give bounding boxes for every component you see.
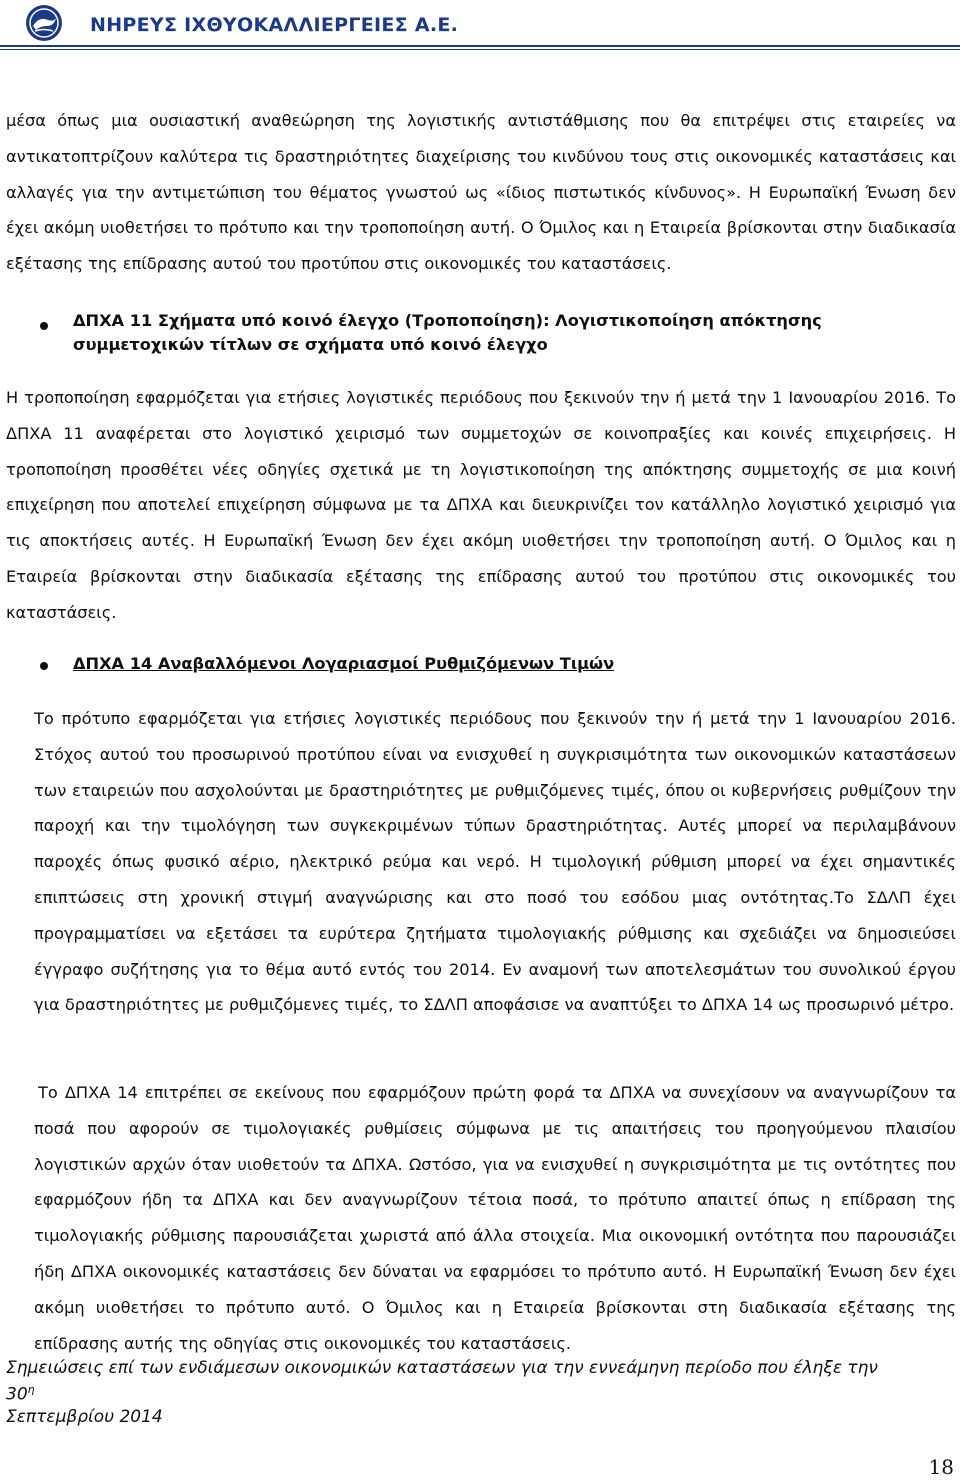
paragraph-ifrs14-details-text: Το ΔΠΧΑ 14 επιτρέπει σε εκείνους που εφαρμόζουν πρώτη φορά τα ΔΠΧΑ να συνεχίσουν να αναγνωρίζουν τα ποσά που αφορούν σε τιμολογιακές ρυθμίσεις σύμφωνα με τις απαιτήσεις του προηγούμενου πλαισίου λογιστικών αρχών όταν υιοθετούν τα ΔΠΧΑ. Ωστόσο, για να ενισχυθεί η συγκρισιμότητα με τις οντότητες που εφαρμόζουν ήδη τα ΔΠΧΑ και δεν αναγνωρίζουν τέτοια ποσά, το πρότυπο απαιτεί όπως η επίδραση της τιμολογιακής ρύθμισης παρουσιάζεται χωριστά από άλλα στοιχεία. Μια οικονομική οντότητα που παρουσιάζει ήδη ΔΠΧΑ οικονομικές καταστάσεις δεν δύναται να εφαρμόσει το πρότυπο αυτό. Η Ευρωπαϊκή Ένωση δεν έχει ακόμη υιοθετήσει το πρότυπο αυτό. Ο Όμιλος και η Εταιρεία βρίσκονται στη διαδικασία εξέτασης της επίδρασης αυτής της οδηγίας στις οικονομικές του καταστάσεις. [34, 1083, 956, 1353]
bullet-icon [40, 662, 48, 670]
page-footer-note [6, 1357, 906, 1428]
footer-note-date: Σεπτεμβρίου 2014 [6, 1406, 163, 1427]
header-divider [0, 45, 960, 47]
paragraph-ifrs14-details [34, 1075, 956, 1361]
section-heading-ifrs11: ΔΠΧΑ 11 Σχήματα υπό κοινό έλεγχο (Τροποποίηση): Λογιστικοποίηση απόκτησης συμμετοχικών τίτλων σε σχήματα υπό κοινό έλεγχο [73, 311, 822, 354]
paragraph-ifrs14-scope: Το πρότυπο εφαρμόζεται για ετήσιες λογιστικές περιόδους που ξεκινούν την ή μετά την 1 Ιανουαρίου 2016. Στόχος αυτού του προσωρινού προτύπου είναι να ενισχυθεί η συγκρισιμότητα των οικονομικών καταστάσεων των εταιρειών που ασχολούνται με δραστηριότητες με ρυθμιζόμενες τιμές, όπου οι κυβερνήσεις ρυθμίζουν την παροχή και την τιμολόγηση των συγκεκριμένων τύπων δραστηριότητας. Αυτές μπορεί να περιλαμβάνουν παροχές όπως φυσικό αέριο, ηλεκτρικό ρεύμα και νερό. Η τιμολογική ρύθμιση μπορεί να έχει σημαντικές επιπτώσεις στη χρονική στιγμή αναγνώρισης και στο ποσό του εσόδου μιας οντότητας.Το ΣΔΛΠ έχει προγραμματίσει να εξετάσει τα ευρύτερα ζητήματα τιμολογιακής ρύθμισης και σχεδιάζει να δημοσιεύσει έγγραφο συζήτησης για το θέμα αυτό εντός του 2014. Εν αναμονή των αποτελεσμάτων του συνολικού έργου για δραστηριότητες με ρυθμιζόμενες τιμές, το ΣΔΛΠ αποφάσισε να αναπτύξει το ΔΠΧΑ 14 ως προσωρινό μέτρο. [34, 709, 956, 1015]
section-heading-ifrs14: ΔΠΧΑ 14 Αναβαλλόμενοι Λογαριασμοί Ρυθμιζόμενων Τιμών [73, 654, 615, 673]
company-name: ΝΗΡΕΥΣ ΙΧΘΥΟΚΑΛΛΙΕΡΓΕΙΕΣ Α.Ε. [90, 14, 459, 36]
paragraph-ifrs9-continuation: μέσα όπως μια ουσιαστική αναθεώρηση της λογιστικής αντιστάθμισης που θα επιτρέψει στις εταιρείες να αντικατοπτρίζουν καλύτερα τις δραστηριότητες διαχείρισης του κινδύνου τους στις οικονομικές καταστάσεις και αλλαγές για την αντιμετώπιση του θέματος γνωστού ως «ίδιος πιστωτικός κίνδυνος». Η Ευρωπαϊκή Ένωση δεν έχει ακόμη υιοθετήσει το πρότυπο και την τροποποίηση αυτή. Ο Όμιλος και η Εταιρεία βρίσκονται στην διαδικασία εξέτασης της επίδρασης αυτού του προτύπου στις οικονομικές του καταστάσεις. [6, 111, 956, 274]
footer-note-superscript: η [27, 1383, 35, 1396]
header-divider-thin [0, 49, 960, 50]
page-header [0, 0, 960, 44]
paragraph-ifrs11: Η τροποποίηση εφαρμόζεται για ετήσιες λογιστικές περιόδους που ξεκινούν την ή μετά την 1 Ιανουαρίου 2016. Το ΔΠΧΑ 11 αναφέρεται στο λογιστικό χειρισμό των συμμετοχών σε κοινοπραξίες και κοινές επιχειρήσεις. Η τροποποίηση προσθέτει νέες οδηγίες σχετικά με τη λογιστικοποίηση της απόκτησης συμμετοχής σε μια κοινή επιχείρηση που αποτελεί επιχείρηση σύμφωνα με τα ΔΠΧΑ και διευκρινίζει τον κατάλληλο λογιστικό χειρισμό για τις αποκτήσεις αυτές. Η Ευρωπαϊκή Ένωση δεν έχει ακόμη υιοθετήσει την τροποποίηση αυτή. Ο Όμιλος και η Εταιρεία βρίσκονται στην διαδικασία εξέτασης της επίδρασης αυτού του προτύπου στις οικονομικές του καταστάσεις. [6, 388, 956, 622]
bullet-icon [40, 322, 48, 330]
company-logo-icon [24, 4, 64, 42]
page-number: 18 [928, 1455, 954, 1479]
footer-note-text: Σημειώσεις επί των ενδιάμεσων οικονομικών καταστάσεων για την εννεάμηνη περίοδο που έληξε την 30 [6, 1358, 878, 1405]
